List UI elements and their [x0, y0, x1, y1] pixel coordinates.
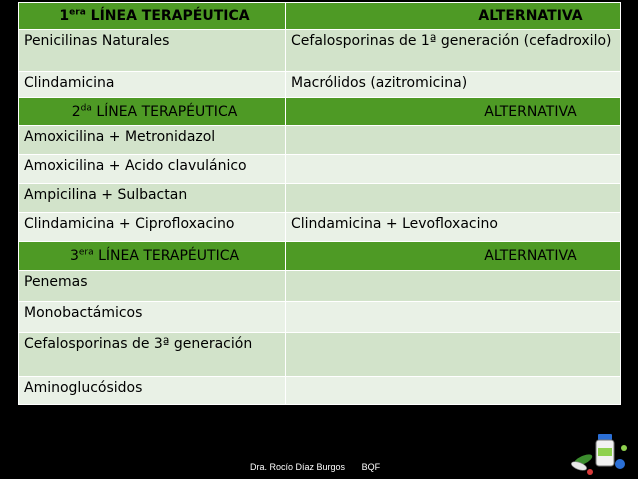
table-row — [19, 213, 621, 242]
ordinal-number: 3 — [69, 248, 79, 264]
alternative-cell — [286, 155, 621, 184]
header-line-label: LÍNEA TERAPÉUTICA — [90, 8, 250, 24]
line-cell: Clindamicina + Ciprofloxacino — [19, 213, 286, 242]
alternative-cell — [286, 271, 621, 302]
pills-and-bottle-icon — [570, 430, 630, 476]
section-header-3 — [19, 242, 621, 271]
table-row — [19, 302, 621, 333]
line-cell: Penicilinas Naturales — [19, 30, 286, 72]
alternative-cell: Cefalosporinas de 1ª generación (cefadroxilo) — [286, 30, 621, 72]
table-row — [19, 155, 621, 184]
header-line-cell — [19, 242, 286, 271]
line-cell: Ampicilina + Sulbactan — [19, 184, 286, 213]
table-row — [19, 333, 621, 377]
alternative-cell — [286, 302, 621, 333]
line-cell: Clindamicina — [19, 72, 286, 98]
header-alternative-cell: ALTERNATIVA — [286, 98, 621, 126]
ordinal-suffix: era — [69, 7, 86, 18]
footer-author: Dra. Rocío Díaz Burgos — [250, 462, 346, 472]
header-line-label: LÍNEA TERAPÉUTICA — [96, 103, 238, 120]
line-cell: Amoxicilina + Metronidazol — [19, 126, 286, 155]
alternative-cell — [286, 184, 621, 213]
line-cell: Aminoglucósidos — [19, 377, 286, 405]
line-cell: Cefalosporinas de 3ª generación — [19, 333, 286, 377]
therapy-table — [18, 2, 621, 405]
ordinal-suffix: da — [80, 102, 92, 113]
header-line-label: LÍNEA TERAPÉUTICA — [98, 248, 240, 264]
alternative-cell — [286, 126, 621, 155]
table-row — [19, 377, 621, 405]
table-row — [19, 126, 621, 155]
alternative-cell: Macrólidos (azitromicina) — [286, 72, 621, 98]
alternative-cell — [286, 377, 621, 405]
table-row — [19, 30, 621, 72]
header-line-cell — [19, 98, 286, 126]
table-row — [19, 271, 621, 302]
header-alternative-cell: ALTERNATIVA — [286, 242, 621, 271]
line-cell: Amoxicilina + Acido clavulánico — [19, 155, 286, 184]
line-cell: Penemas — [19, 271, 286, 302]
slide-footer — [250, 462, 394, 472]
footer-title: BQF — [361, 462, 381, 472]
line-cell: Monobactámicos — [19, 302, 286, 333]
ordinal-number: 1 — [59, 8, 70, 24]
alternative-cell: Clindamicina + Levofloxacino — [286, 213, 621, 242]
section-header-1 — [19, 3, 621, 30]
alternative-cell — [286, 333, 621, 377]
ordinal-suffix: era — [78, 247, 94, 258]
header-line-cell — [19, 3, 286, 30]
section-header-2 — [19, 98, 621, 126]
ordinal-number: 2 — [71, 103, 81, 120]
header-alternative-cell: ALTERNATIVA — [286, 3, 621, 30]
table-row — [19, 72, 621, 98]
table-row — [19, 184, 621, 213]
